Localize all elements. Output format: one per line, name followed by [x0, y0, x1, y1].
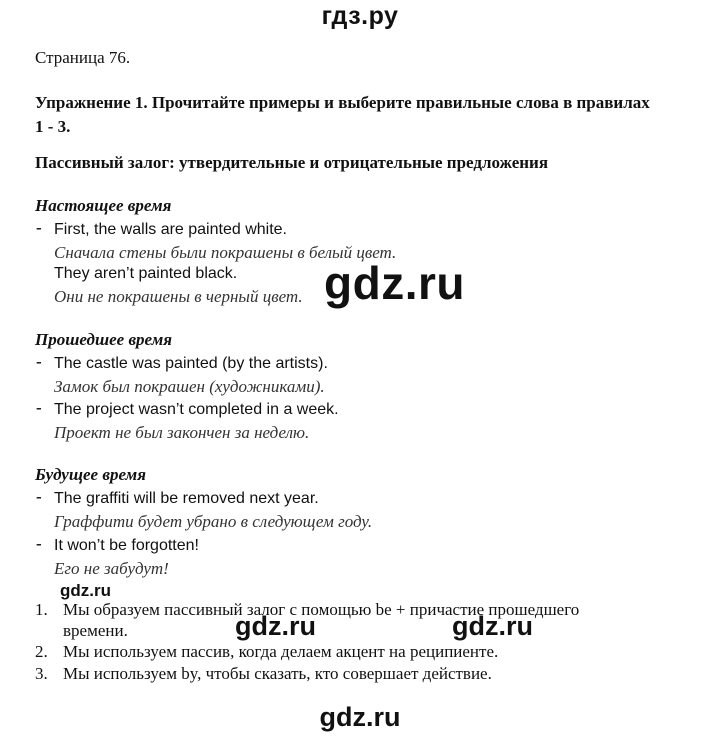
- bullet-dash: -: [36, 487, 42, 506]
- bullet-dash: -: [36, 534, 42, 553]
- future-translation-1: Граффити будет убрано в следующем году.: [54, 512, 373, 531]
- past-translation-2: Проект не был закончен за неделю.: [54, 423, 310, 442]
- site-watermark-bottom: gdz.ru: [319, 702, 401, 732]
- exercise-heading: Упражнение 1. Прочитайте примеры и выберите правильные слова в правилах 1 - 3.: [35, 93, 650, 136]
- present-translation-2: Они не покрашены в черный цвет.: [54, 287, 303, 306]
- bullet-dash: -: [36, 352, 42, 371]
- site-watermark-mid-left: gdz.ru: [235, 611, 316, 641]
- future-tense-heading: Будущее время: [35, 465, 146, 484]
- rule-2: Мы используем пассив, когда делаем акцент на реципиенте.: [63, 642, 499, 661]
- rule-number: 3.: [35, 664, 48, 683]
- past-tense-heading: Прошедшее время: [35, 330, 173, 349]
- site-watermark-top: гдз.ру: [321, 2, 399, 30]
- past-example-1: The castle was painted (by the artists).: [54, 355, 328, 372]
- rule-1-line-2: времени.: [63, 621, 128, 640]
- bullet-dash: -: [36, 398, 42, 417]
- future-example-1: The graffiti will be removed next year.: [54, 490, 319, 507]
- future-example-2: It won’t be forgotten!: [54, 537, 199, 554]
- site-watermark-small: gdz.ru: [60, 581, 111, 600]
- present-tense-heading: Настоящее время: [35, 196, 172, 215]
- site-watermark-large: gdz.ru: [324, 257, 465, 309]
- present-example-1: First, the walls are painted white.: [54, 221, 287, 238]
- section-heading: Пассивный залог: утвердительные и отрицательные предложения: [35, 153, 549, 172]
- future-translation-2: Его не забудут!: [54, 559, 169, 578]
- bullet-dash: -: [36, 218, 42, 237]
- rule-3: Мы используем by, чтобы сказать, кто совершает действие.: [63, 664, 492, 683]
- rule-1-line-1: Мы образуем пассивный залог с помощью be + причастие прошедшего: [63, 600, 580, 619]
- rule-number: 2.: [35, 642, 48, 661]
- page-reference: Страница 76.: [35, 48, 131, 67]
- past-example-2: The project wasn’t completed in a week.: [54, 401, 339, 418]
- present-example-2: They aren’t painted black.: [54, 265, 238, 282]
- past-translation-1: Замок был покрашен (художниками).: [54, 377, 325, 396]
- rule-number: 1.: [35, 600, 48, 619]
- site-watermark-mid-right: gdz.ru: [452, 611, 533, 641]
- present-translation-1: Сначала стены были покрашены в белый цвет.: [54, 243, 397, 262]
